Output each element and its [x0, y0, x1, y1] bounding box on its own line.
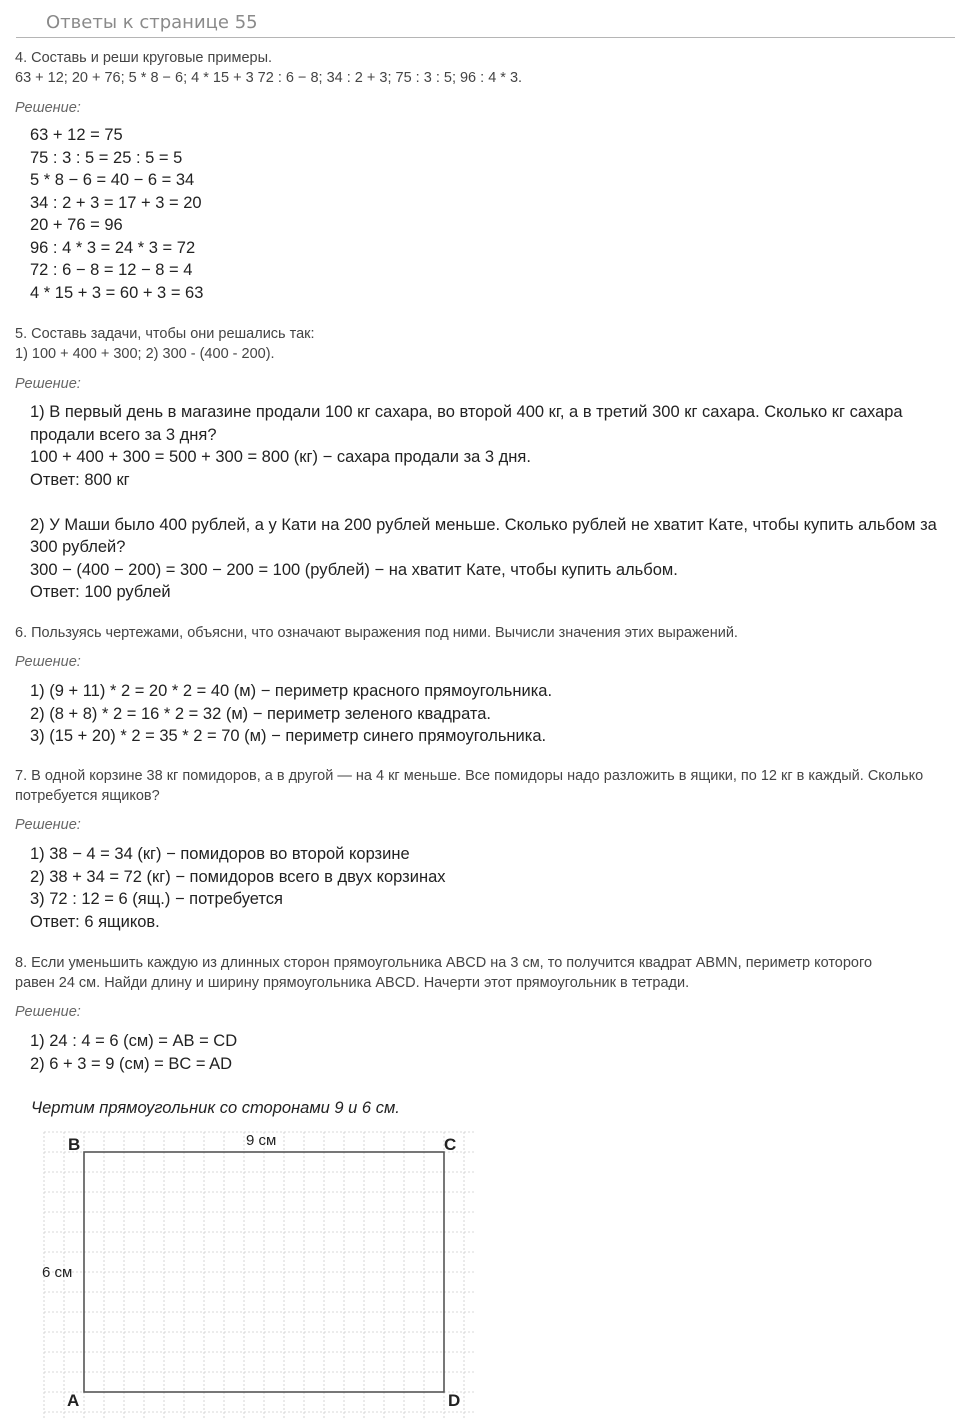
task-statement [15, 324, 960, 364]
solution-label: Решение: [15, 1004, 81, 1020]
solution-line: 1) (9 + 11) * 2 = 20 * 2 = 40 (м) − периметр красного прямоугольника. [30, 682, 553, 700]
solution-line: 3) (15 + 20) * 2 = 35 * 2 = 70 (м) − периметр синего прямоугольника. [30, 727, 547, 745]
page-header [16, 10, 955, 38]
task-text: 1) 100 + 400 + 300; 2) 300 - (400 - 200). [15, 346, 275, 362]
solution-line: 72 : 6 − 8 = 12 − 8 = 4 [30, 261, 193, 279]
task-title: 6. Пользуясь чертежами, объясни, что означают выражения под ними. Вычисли значения этих выражений. [15, 625, 738, 641]
solution-body [15, 124, 960, 304]
grid-lines [44, 1132, 474, 1418]
solution-body [15, 1030, 960, 1075]
vertex-c-label: C [444, 1135, 457, 1154]
task-text: 63 + 12; 20 + 76; 5 * 8 − 6; 4 * 15 + 3 72 : 6 − 8; 34 : 2 + 3; 75 : 3 : 5; 96 : 4 * 3. [15, 70, 523, 86]
solution-line: 2) 38 + 34 = 72 (кг) − помидоров всего в двух корзинах [30, 867, 446, 886]
solution-line: Ответ: 800 кг [30, 470, 130, 489]
task-4 [15, 48, 960, 304]
task-title: 8. Если уменьшить каждую из длинных сторон прямоугольника ABCD на 3 см, то получится квадрат ABMN, периметр которого равен 24 см. Найди длину и ширину прямоугольника ABCD. Начерти этот прямоугольник в тетради. [15, 955, 873, 991]
solution-label: Решение: [15, 100, 81, 116]
solution-line: 2) 6 + 3 = 9 (см) = BC = AD [30, 1054, 233, 1073]
solution-body [15, 680, 960, 748]
solution-label: Решение: [15, 654, 81, 670]
solution-label: Решение: [15, 817, 81, 833]
solution-line: 75 : 3 : 5 = 25 : 5 = 5 [30, 148, 183, 167]
vertex-b-label: B [68, 1135, 81, 1154]
task-title: 7. В одной корзине 38 кг помидоров, а в другой — на 4 кг меньше. Все помидоры надо разложить в ящики, по 12 кг в каждый. Сколько потребуется ящиков? [15, 768, 924, 804]
grid-drawing [30, 1122, 480, 1422]
solution-line: Ответ: 6 ящиков. [30, 912, 160, 931]
solution-body [15, 401, 960, 604]
solution-line: 34 : 2 + 3 = 17 + 3 = 20 [30, 193, 202, 212]
solution-body [15, 843, 960, 933]
task-statement [15, 766, 960, 806]
solution-line: 1) 38 − 4 = 34 (кг) − помидоров во второй корзине [30, 845, 410, 863]
page-title: Ответы к странице 55 [46, 12, 258, 33]
task-7 [15, 766, 960, 933]
figure-caption: Чертим прямоугольник со сторонами 9 и 6 см. [31, 1099, 400, 1117]
task-statement [15, 623, 960, 643]
solution-line: 5 * 8 − 6 = 40 − 6 = 34 [30, 171, 195, 189]
solution-line: 100 + 400 + 300 = 500 + 300 = 800 (кг) − сахара продали за 3 дня. [30, 448, 531, 466]
vertex-d-label: D [448, 1391, 461, 1410]
solution-line: Ответ: 100 рублей [30, 583, 171, 601]
task-title: 5. Составь задачи, чтобы они решались так: [15, 326, 315, 342]
solution-line: 1) В первый день в магазине продали 100 кг сахара, во второй 400 кг, а в третий 300 кг сахара. Сколько кг сахара продали всего за 3 дня? [30, 403, 903, 444]
task-8 [15, 953, 960, 1075]
task-statement [15, 953, 960, 993]
solution-line: 2) (8 + 8) * 2 = 16 * 2 = 32 (м) − периметр зеленого квадрата. [30, 704, 492, 723]
solution-line: 2) У Маши было 400 рублей, а у Кати на 200 рублей меньше. Сколько рублей не хватит Кате, чтобы купить альбом за 300 рублей? [30, 515, 937, 556]
task-5 [15, 324, 960, 604]
solution-line: 63 + 12 = 75 [30, 126, 123, 144]
vertex-a-label: A [67, 1391, 80, 1410]
task-statement [15, 48, 960, 88]
solution-line: 4 * 15 + 3 = 60 + 3 = 63 [30, 283, 204, 302]
solution-line: 20 + 76 = 96 [30, 216, 123, 234]
task-6 [15, 623, 960, 748]
solution-label: Решение: [15, 376, 81, 392]
height-label: 6 см [42, 1264, 73, 1281]
rectangle-figure [30, 1122, 480, 1422]
solution-line: 1) 24 : 4 = 6 (см) = AB = CD [30, 1032, 238, 1050]
solution-line: 3) 72 : 12 = 6 (ящ.) − потребуется [30, 890, 283, 908]
width-label: 9 см [246, 1132, 277, 1149]
solution-line: 300 − (400 − 200) = 300 − 200 = 100 (рублей) − на хватит Кате, чтобы купить альбом. [30, 560, 678, 579]
solution-line: 96 : 4 * 3 = 24 * 3 = 72 [30, 238, 196, 257]
task-title: 4. Составь и реши круговые примеры. [15, 50, 273, 66]
